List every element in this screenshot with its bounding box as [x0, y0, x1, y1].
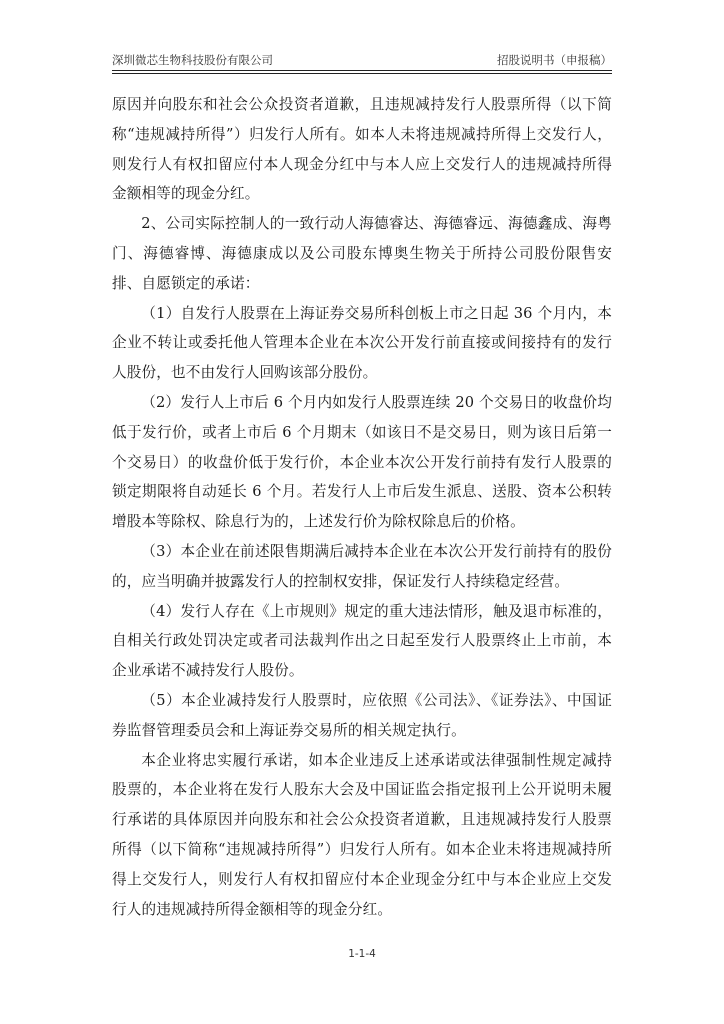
document-body: [112, 90, 612, 924]
header-document-title: 招股说明书（申报稿）: [497, 53, 612, 67]
header-rule-thin: [112, 73, 612, 74]
paragraph-item-1: （1）自发行人股票在上海证券交易所科创板上市之日起 36 个月内，本企业不转让或委托他人管理本企业在本次公开发行前直接或间接持有的发行人股份，也不由发行人回购该部分股份。: [112, 304, 612, 382]
paragraph-commitment: 本企业将忠实履行承诺，如本企业违反上述承诺或法律强制性规定减持股票的，本企业将在发行人股东大会及中国证监会指定报刊上公开说明未履行承诺的具体原因并向股东和社会公众投资者道歉，且违规减持发行人股票所得（以下简称“违规减持所得”）归发行人所有。如本企业未将违规减持所得上交发行人，则发行人有权扣留应付本企业现金分红中与本企业应上交发行人的违规减持所得金额相等的现金分红。: [112, 751, 612, 918]
page-footer: [0, 948, 724, 960]
header-rule: [112, 70, 612, 71]
page-number: 1-1-4: [348, 948, 376, 960]
paragraph-item-5: （5）本企业减持发行人股票时，应依照《公司法》、《证券法》、中国证券监督管理委员会和上海证券交易所的相关规定执行。: [112, 691, 612, 739]
paragraph-continuation: 原因并向股东和社会公众投资者道歉，且违规减持发行人股票所得（以下简称“违规减持所得”）归发行人所有。如本人未将违规减持所得上交发行人，则发行人有权扣留应付本人现金分红中与本人应上交发行人的违规减持所得金额相等的现金分红。: [112, 96, 612, 203]
page-header: [112, 50, 612, 68]
paragraph-item-2: （2）发行人上市后 6 个月内如发行人股票连续 20 个交易日的收盘价均低于发行价，或者上市后 6 个月期末（如该日不是交易日，则为该日后第一个交易日）的收盘价低于发行价，本企业本次公开发行前持有发行人股票的锁定期限将自动延长 6 个月。若发行人上市后发生派息、送股、资本公积转增股本等除权、除息行为的，上述发行价为除权除息后的价格。: [112, 393, 612, 531]
paragraph-item-3: （3）本企业在前述限售期满后减持本企业在本次公开发行前持有的股份的，应当明确并披露发行人的控制权安排，保证发行人持续稳定经营。: [112, 542, 612, 590]
header-company-name: 深圳微芯生物科技股份有限公司: [112, 53, 273, 67]
paragraph-section-2: 2、公司实际控制人的一致行动人海德睿达、海德睿远、海德鑫成、海粤门、海德睿博、海德康成以及公司股东博奥生物关于所持公司股份限售安排、自愿锁定的承诺：: [112, 215, 612, 292]
paragraph-item-4: （4）发行人存在《上市规则》规定的重大违法情形，触及退市标准的，自相关行政处罚决定或者司法裁判作出之日起至发行人股票终止上市前，本企业承诺不减持发行人股份。: [112, 602, 612, 680]
